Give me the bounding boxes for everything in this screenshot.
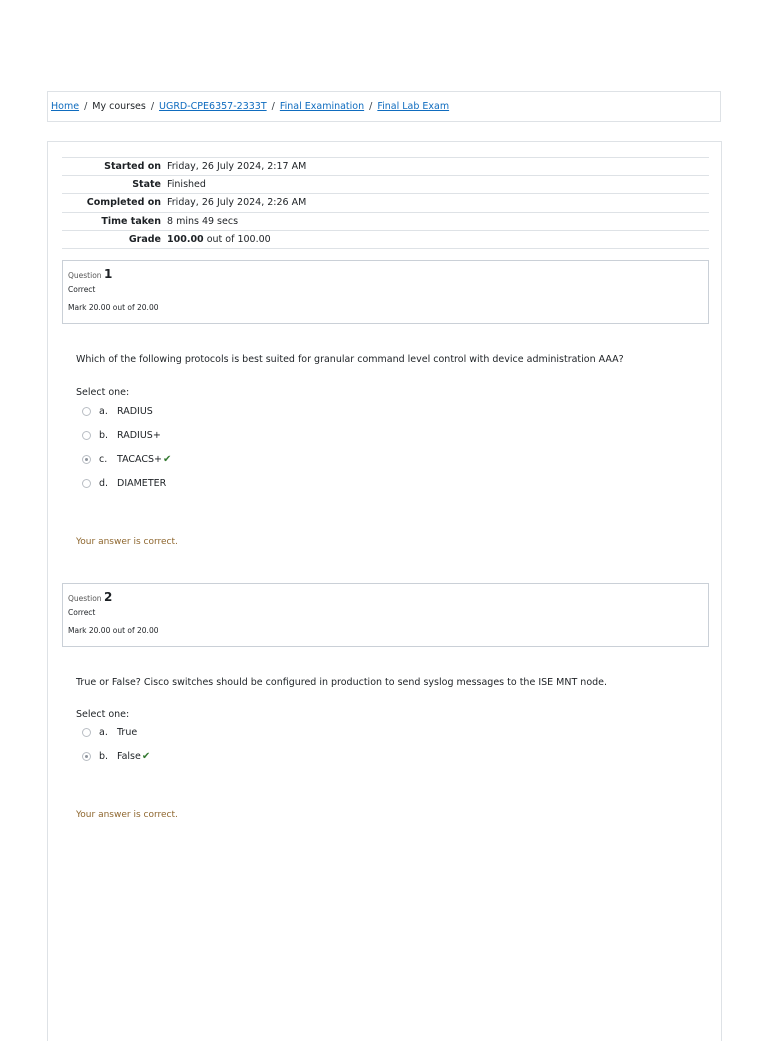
answer-option-a[interactable]: a. RADIUS: [82, 406, 153, 417]
summary-row: [62, 212, 709, 230]
answer-option-c[interactable]: c. TACACS+ ✔: [82, 454, 171, 465]
summary-row: [62, 158, 709, 176]
summary-value: Finished: [167, 179, 206, 191]
breadcrumb-separator: /: [84, 101, 88, 112]
option-label: DIAMETER: [117, 478, 167, 489]
answer-option-b[interactable]: b. RADIUS+: [82, 430, 161, 441]
question-mark: Mark 20.00 out of 20.00: [68, 626, 159, 635]
breadcrumb-separator: /: [150, 101, 155, 112]
summary-label: Time taken: [101, 215, 161, 227]
question-mark: Mark 20.00 out of 20.00: [68, 303, 159, 312]
breadcrumb: [47, 91, 721, 122]
answer-option-b[interactable]: b. False ✔: [82, 751, 150, 762]
breadcrumb-my-courses: My courses: [92, 101, 146, 112]
breadcrumb-home-link[interactable]: Home: [51, 101, 80, 112]
option-label: RADIUS+: [117, 430, 161, 441]
question-state: Correct: [68, 608, 96, 617]
radio-button-selected[interactable]: [82, 455, 91, 464]
summary-row: [62, 194, 709, 212]
radio-button[interactable]: [82, 431, 91, 440]
question-text: True or False? Cisco switches should be configured in production to send syslog messages to the ISE MNT node.: [76, 677, 608, 688]
option-label: RADIUS: [117, 406, 153, 417]
question-info-2: [62, 583, 709, 647]
summary-value: [167, 230, 709, 248]
answer-option-a[interactable]: a. True: [82, 727, 137, 738]
question-text: Which of the following protocols is best suited for granular command level control with device administration AAA?: [76, 354, 624, 365]
question-number: Question 1: [68, 267, 113, 281]
radio-button[interactable]: [82, 728, 91, 737]
summary-label: Grade: [128, 233, 161, 245]
quiz-review-panel: [47, 141, 722, 1041]
select-one-label: Select one:: [76, 387, 130, 398]
breadcrumb-separator: /: [271, 101, 275, 112]
grade-total: out of 100.00: [203, 233, 271, 245]
summary-value: 8 mins 49 secs: [167, 215, 239, 227]
breadcrumb-section-link[interactable]: Final Examination: [279, 101, 365, 112]
summary-label: Started on: [104, 161, 161, 173]
option-label: True: [117, 727, 138, 738]
option-label: TACACS+: [117, 454, 162, 465]
summary-label: State: [132, 179, 161, 191]
summary-row: [62, 176, 709, 194]
summary-value: Friday, 26 July 2024, 2:17 AM: [167, 161, 307, 173]
breadcrumb-course-link[interactable]: UGRD-CPE6357-2333T: [159, 101, 267, 112]
summary-row: [62, 230, 709, 248]
summary-label: Completed on: [86, 197, 161, 209]
check-icon: ✔: [141, 751, 151, 762]
breadcrumb-separator: /: [369, 101, 373, 112]
summary-value: Friday, 26 July 2024, 2:26 AM: [167, 197, 307, 209]
attempt-summary-table: [62, 157, 709, 249]
radio-button[interactable]: [82, 407, 91, 416]
question-number: Question 2: [68, 590, 113, 604]
feedback-text: Your answer is correct.: [76, 810, 178, 820]
radio-button[interactable]: [82, 479, 91, 488]
feedback-text: Your answer is correct.: [76, 537, 178, 547]
option-label: False: [117, 751, 141, 762]
question-state: Correct: [68, 285, 96, 294]
check-icon: ✔: [163, 454, 172, 465]
select-one-label: Select one:: [76, 709, 130, 720]
breadcrumb-quiz-link[interactable]: Final Lab Exam: [377, 101, 450, 112]
question-info-1: [62, 260, 709, 324]
radio-button-selected[interactable]: [82, 752, 91, 761]
grade-score: 100.00: [167, 233, 204, 245]
answer-option-d[interactable]: d. DIAMETER: [82, 478, 166, 489]
